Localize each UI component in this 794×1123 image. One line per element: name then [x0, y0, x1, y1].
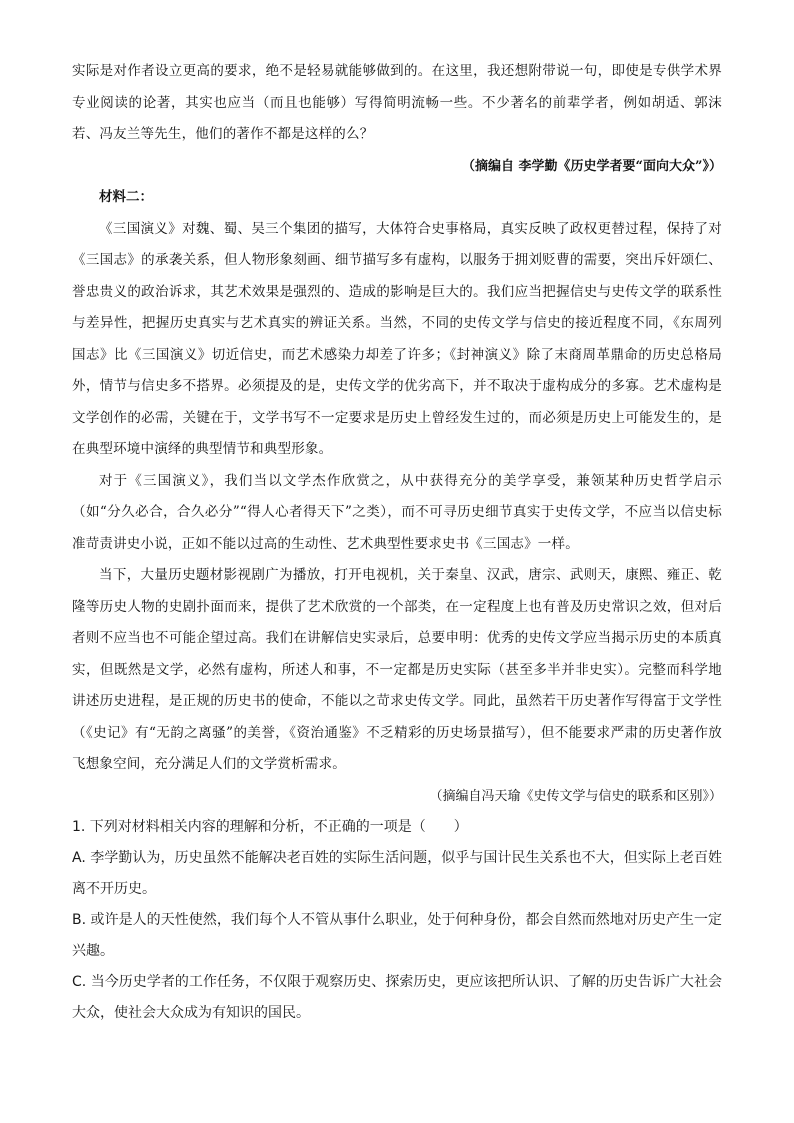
material2-source: （摘编自冯天瑜《史传文学与信史的联系和区别》）: [429, 788, 722, 804]
questions-section: [72, 812, 722, 1029]
document-page: [72, 56, 722, 1029]
material2-paragraph-3: 当下，大量历史题材影视剧广为播放，打开电视机，关于秦皇、汉武，唐宗、武则天，康熙、雍正、乾隆等历史人物的史剧扑面而来，提供了艺术欣赏的一个部类，在一定程度上也有普及历史常识之效，但对后者则不应当也不可能企望过高。我们在讲解信史实录后，总要申明：优秀的史传文学应当揭示历史的本质真实，但既然是文学，必然有虚构，所述人和事，不一定都是历史实际（甚至多半并非史实）。完整而科学地讲述历史进程，是正规的历史书的使命，不能以之苛求史传文学。同此，虽然若干历史著作写得富于文学性（《史记》有“无韵之离骚”的美誉，《资治通鉴》不乏精彩的历史场景描写），但不能要求严肃的历史著作放飞想象空间，充分满足人们的文学赏析需求。: [72, 567, 722, 772]
question-1-option-b: B. 或许是人的天性使然，我们每个人不管从事什么职业，处于何种身份，都会自然而然地对历史产生一定兴趣。: [72, 912, 722, 959]
material1-source: （摘编自 李学勤《历史学者要“面向大众”》）: [462, 158, 722, 174]
question-1-stem: 1. 下列对材料相关内容的理解和分析，不正确的一项是（ ）: [72, 819, 468, 835]
question-1-option-a: A. 李学勤认为，历史虽然不能解决老百姓的实际生活问题，似乎与国计民生关系也不大，但实际上老百姓离不开历史。: [72, 850, 722, 897]
material2-heading: 材料二：: [99, 189, 153, 205]
question-1-option-c: C. 当今历史学者的工作任务，不仅限于观察历史、探索历史，更应该把所认识、了解的历史告诉广大社会大众，使社会大众成为有知识的国民。: [72, 974, 722, 1021]
material2-paragraph-1: 《三国演义》对魏、蜀、吴三个集团的描写，大体符合史事格局，真实反映了政权更替过程，保持了对《三国志》的承袭关系，但人物形象刻画、细节描写多有虚构，以服务于拥刘贬曹的需要，突出斥奸颂仁、誉忠贵义的政治诉求，其艺术效果是强烈的、造成的影响是巨大的。我们应当把握信史与史传文学的联系性与差异性，把握历史真实与艺术真实的辨证关系。当然，不同的史传文学与信史的接近程度不同，《东周列国志》比《三国演义》切近信史，而艺术感染力却差了许多；《封神演义》除了末商周革鼎命的历史总格局外，情节与信史多不搭界。必须提及的是，史传文学的优劣高下，并不取决于虚构成分的多寡。艺术虚构是文学创作的必需，关键在于，文学书写不一定要求是历史上曾经发生过的，而必须是历史上可能发生的，是在典型环境中演绎的典型情节和典型形象。: [72, 220, 722, 457]
material1-paragraph: 实际是对作者设立更高的要求，绝不是轻易就能够做到的。在这里，我还想附带说一句，即使是专供学术界专业阅读的论著，其实也应当（而且也能够）写得简明流畅一些。不少著名的前辈学者，例如胡适、郭沫若、冯友兰等先生，他们的著作不都是这样的么？: [72, 63, 722, 142]
material2-paragraph-2: 对于《三国演义》，我们当以文学杰作欣赏之，从中获得充分的美学享受，兼领某种历史哲学启示（如“分久必合，合久必分”“得人心者得天下”之类），而不可寻历史细节真实于史传文学，不应当以信史标准苛责讲史小说，正如不能以过高的生动性、艺术典型性要求史书《三国志》一样。: [72, 472, 722, 552]
